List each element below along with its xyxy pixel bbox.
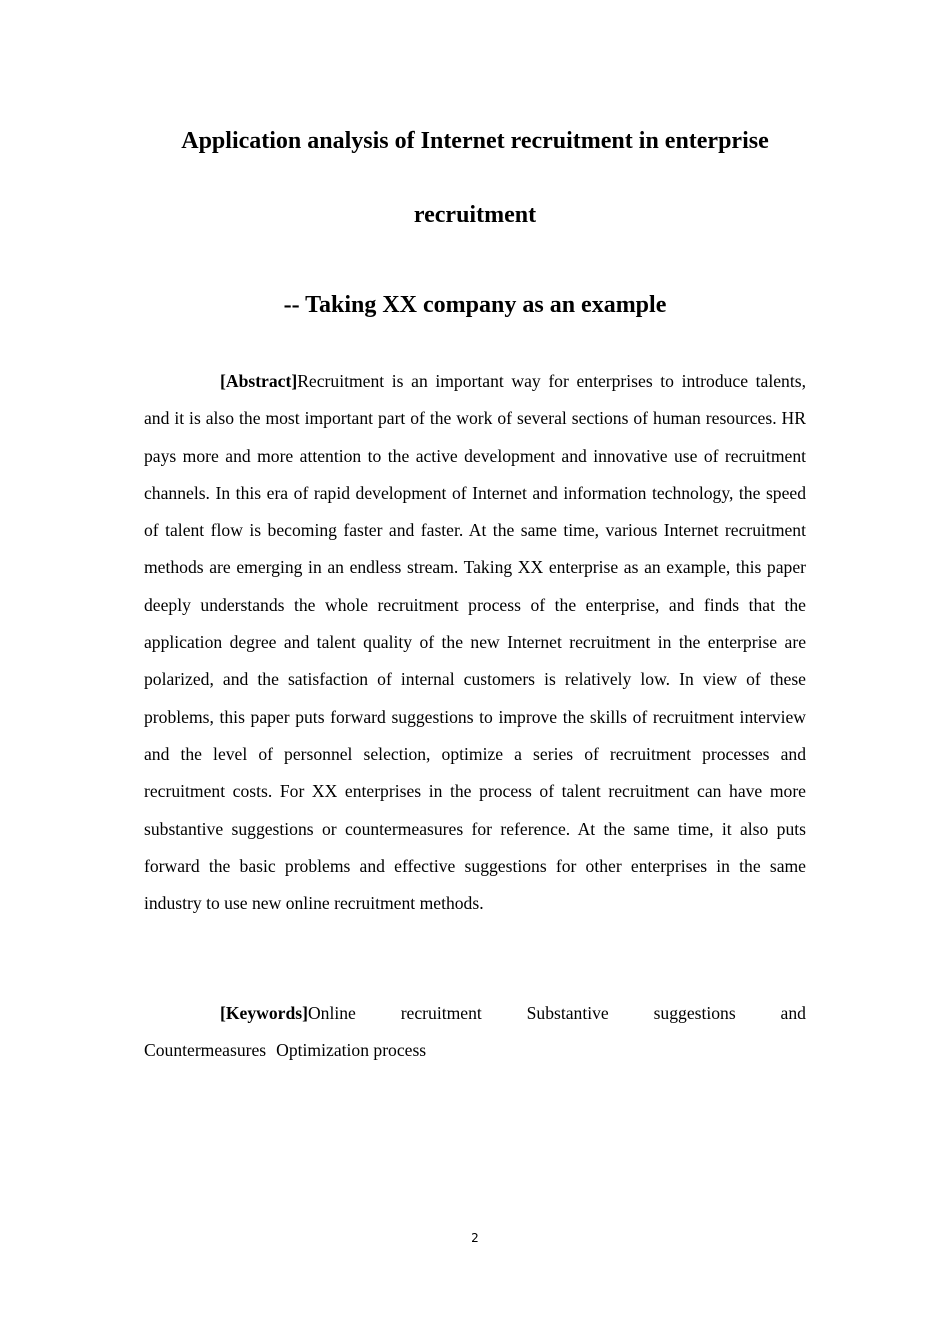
keyword-word: suggestions: [653, 1003, 736, 1023]
keyword-word: and: [780, 1003, 806, 1023]
keyword-word: recruitment: [400, 1003, 482, 1023]
keywords-paragraph: [144, 995, 806, 1070]
keyword-word: Optimization process: [276, 1040, 427, 1061]
keywords-line1: [144, 995, 806, 1032]
document-title-line1: Application analysis of Internet recruitment in enterprise: [181, 128, 769, 154]
keywords-label-and-first: [220, 995, 356, 1032]
keyword-word: Countermeasures: [144, 1040, 267, 1061]
keyword-word: Online: [307, 1003, 356, 1023]
abstract-label: [Abstract]: [220, 371, 298, 391]
page-number: 2: [471, 1231, 479, 1245]
abstract-paragraph: [144, 363, 806, 922]
document-subtitle: -- Taking XX company as an example: [283, 292, 667, 318]
keyword-word: Substantive: [526, 1003, 609, 1023]
keywords-line2: [144, 1032, 806, 1069]
document-title-line2: recruitment: [413, 202, 537, 228]
keywords-label: [Keywords]: [220, 1003, 308, 1023]
abstract-text: Recruitment is an important way for enterprises to introduce talents, and it is also the most important part of the work of several sections of human resources. HR pays more and more attention to the active development and innovative use of recruitment channels. In this era of rapid development of Internet and information technology, the speed of talent flow is becoming faster and faster. At the same time, various Internet recruitment methods are emerging in an endless stream. Taking XX enterprise as an example, this paper deeply understands the whole recruitment process of the enterprise, and finds that the application degree and talent quality of the new Internet recruitment in the enterprise are polarized, and the satisfaction of internal customers is relatively low. In view of these problems, this paper puts forward suggestions to improve the skills of recruitment interview and the level of personnel selection, optimize a series of recruitment processes and recruitment costs. For XX enterprises in the process of talent recruitment can have more substantive suggestions or countermeasures for reference. At the same time, it also puts forward the basic problems and effective suggestions for other enterprises in the same industry to use new online recruitment methods.: [144, 371, 806, 914]
